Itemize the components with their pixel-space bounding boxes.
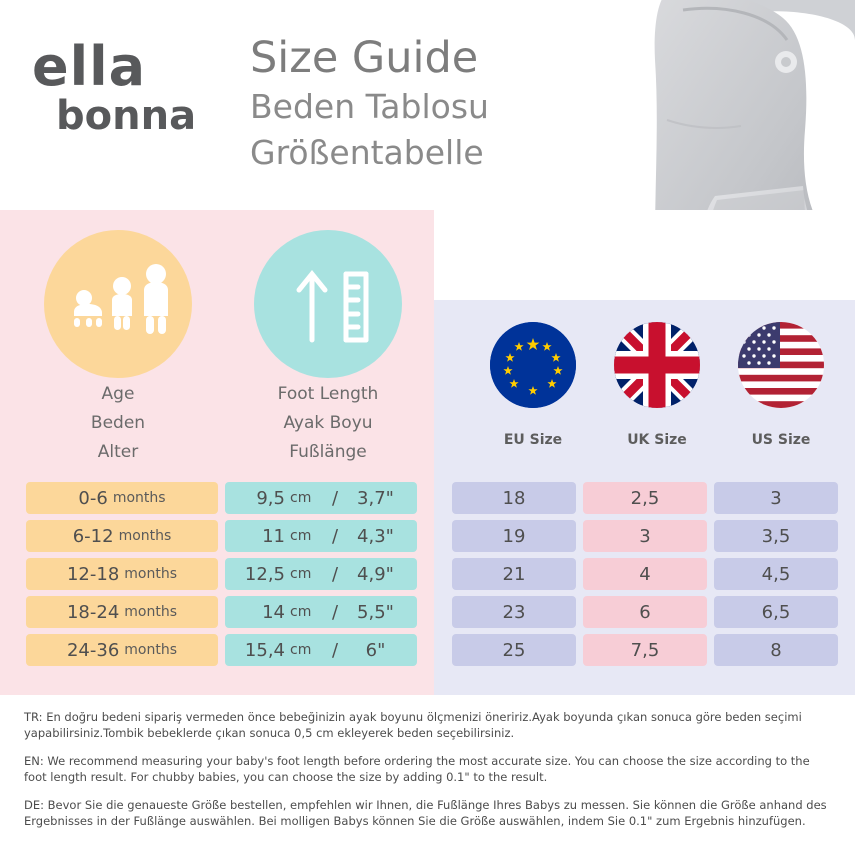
foot-cm-value: 12,5 [244, 563, 285, 585]
title-de: Größentabelle [250, 133, 484, 172]
foot-length-cell [225, 634, 417, 666]
foot-cm-unit: cm [290, 604, 312, 620]
eu-size-header: EU Size [503, 432, 563, 448]
separator: / [331, 487, 339, 509]
eu-size-cell: 21 [452, 558, 576, 590]
size-table [452, 482, 842, 672]
uk-size-cell: 6 [583, 596, 707, 628]
foot-inch-value: 5,5" [357, 601, 394, 623]
table-row [26, 558, 426, 590]
foot-inch-value: 4,3" [357, 525, 394, 547]
age-label-en: Age [101, 384, 135, 404]
separator: / [331, 563, 339, 585]
uk-size-header: UK Size [627, 432, 687, 448]
note-en: EN: We recommend measuring your baby's foot length before ordering the most accurate size. You can choose the size according to the foot length result. For chubby babies, you can choose the size by adding 0.1" to the result. [24, 754, 810, 784]
us-flag-icon [738, 322, 824, 408]
us-size-cell: 6,5 [714, 596, 838, 628]
age-value: 18-24 [66, 601, 120, 623]
separator: / [331, 639, 339, 661]
foot-length-cell [225, 482, 417, 514]
age-foot-table [26, 482, 426, 672]
ruler-arrow-icon [254, 230, 402, 378]
brand-logo [32, 35, 232, 139]
eu-size-cell: 25 [452, 634, 576, 666]
foot-cm-unit: cm [290, 490, 312, 506]
note-tr: TR: En doğru bedeni sipariş vermeden önce bebeğinizin ayak boyunu ölçmenizi öneririz.Ayak boyunda çıkan sonuca göre beden seçimi yapabilirsiniz.Tombik bebeklerde çıkan sonuca 0,5 cm ekleyerek beden seçebilirsiniz. [24, 710, 802, 740]
foot-label-en: Foot Length [277, 384, 379, 404]
age-unit: months [118, 528, 172, 544]
header [0, 0, 855, 210]
uk-size-cell: 7,5 [583, 634, 707, 666]
eu-flag-icon [490, 322, 576, 408]
foot-cm-value: 14 [262, 601, 285, 623]
uk-size-cell: 4 [583, 558, 707, 590]
us-size-cell: 3 [714, 482, 838, 514]
foot-label-de: Fußlänge [289, 442, 367, 462]
foot-cm-unit: cm [290, 566, 312, 582]
table-row [452, 634, 842, 666]
age-value: 6-12 [72, 525, 114, 547]
us-size-cell: 8 [714, 634, 838, 666]
foot-inch-value: 6" [365, 639, 386, 661]
foot-length-cell [225, 596, 417, 628]
eu-size-cell: 18 [452, 482, 576, 514]
foot-cm-value: 15,4 [244, 639, 285, 661]
family-icon [44, 230, 192, 378]
eu-size-cell: 19 [452, 520, 576, 552]
foot-length-icon-circle [254, 230, 402, 378]
foot-inch-value: 3,7" [357, 487, 394, 509]
age-cell [26, 634, 218, 666]
foot-cm-unit: cm [290, 528, 312, 544]
table-row [26, 482, 426, 514]
foot-inch-value: 4,9" [357, 563, 394, 585]
separator: / [331, 525, 339, 547]
foot-length-cell [225, 558, 417, 590]
table-row [26, 596, 426, 628]
foot-cm-value: 9,5 [256, 487, 285, 509]
table-row [452, 482, 842, 514]
age-unit: months [124, 604, 178, 620]
eu-size-cell: 23 [452, 596, 576, 628]
brand-logo-line2: bonna [56, 93, 197, 139]
foot-label-tr: Ayak Boyu [283, 413, 373, 433]
separator: / [331, 601, 339, 623]
age-icon-circle [44, 230, 192, 378]
uk-size-cell: 3 [583, 520, 707, 552]
age-unit: months [124, 566, 178, 582]
table-row [452, 558, 842, 590]
foot-cm-value: 11 [262, 525, 285, 547]
foot-cm-unit: cm [290, 642, 312, 658]
age-value: 12-18 [66, 563, 120, 585]
foot-column-label [244, 380, 412, 467]
age-unit: months [124, 642, 178, 658]
foot-length-cell [225, 520, 417, 552]
us-size-cell: 3,5 [714, 520, 838, 552]
age-cell [26, 482, 218, 514]
age-label-de: Alter [97, 442, 139, 462]
table-row [452, 520, 842, 552]
age-cell [26, 520, 218, 552]
footer-notes [0, 695, 855, 855]
title-en: Size Guide [250, 33, 479, 83]
brand-logo-line1: ella [32, 35, 147, 98]
uk-size-cell: 2,5 [583, 482, 707, 514]
age-value: 0-6 [78, 487, 108, 509]
age-cell [26, 558, 218, 590]
baby-bootie-photo [555, 0, 855, 210]
title-tr: Beden Tablosu [250, 87, 489, 126]
age-label-tr: Beden [90, 413, 146, 433]
age-cell [26, 596, 218, 628]
table-row [26, 520, 426, 552]
uk-flag-icon [614, 322, 700, 408]
age-unit: months [112, 490, 166, 506]
note-de: DE: Bevor Sie die genaueste Größe bestellen, empfehlen wir Ihnen, die Fußlänge Ihres Babys zu messen. Sie können die Größe anhand des Ergebnisses in der Fußlänge auswählen. Bei molligen Babys können Sie die Größe auswählen, indem Sie 0.1" zum Ergebnis hinzufügen. [24, 798, 827, 828]
us-size-cell: 4,5 [714, 558, 838, 590]
table-row [26, 634, 426, 666]
us-size-header: US Size [751, 432, 811, 448]
age-value: 24-36 [66, 639, 120, 661]
table-row [452, 596, 842, 628]
age-column-label [44, 380, 192, 467]
